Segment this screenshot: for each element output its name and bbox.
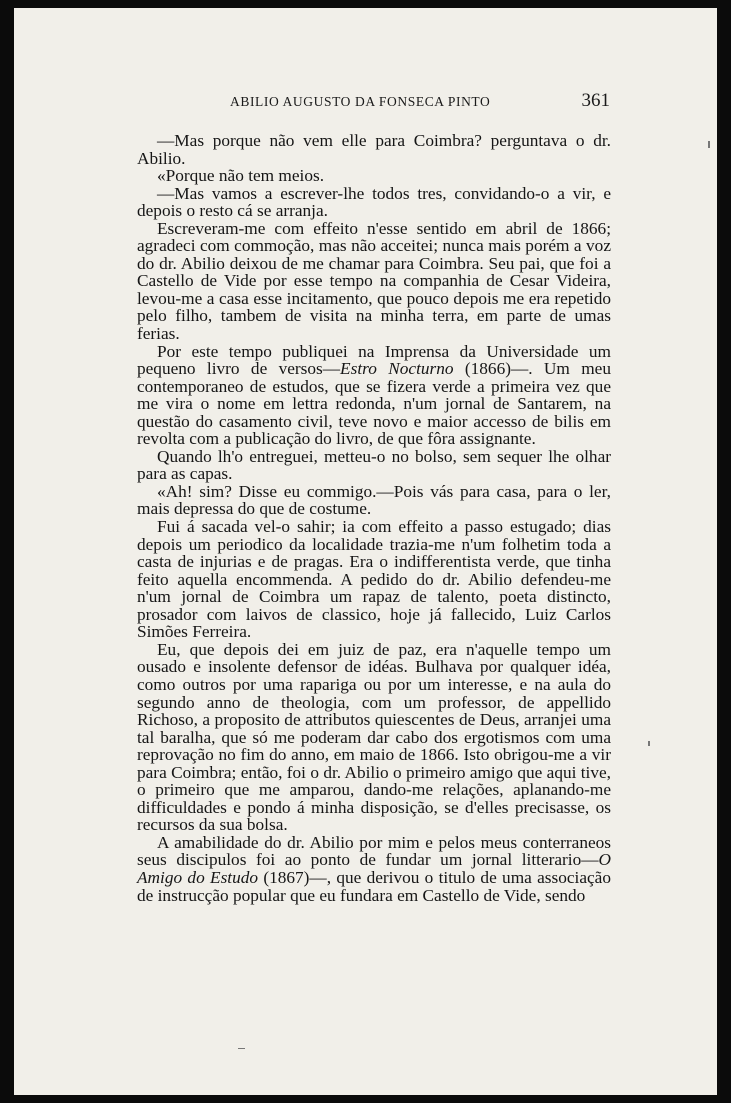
paragraph [137, 448, 611, 483]
margin-speck [648, 741, 650, 746]
text-run: «Ah! sim? Disse eu commigo.—Pois vás para casa, para o ler, mais depressa do que de costume. [137, 481, 611, 519]
paragraph [137, 132, 611, 167]
paragraph [137, 167, 611, 185]
italic-title: O Amigo do Estudo [137, 850, 611, 887]
paragraph [137, 641, 611, 834]
text-run: «Porque não tem meios. [157, 166, 325, 186]
paragraph [137, 220, 611, 343]
paragraph [137, 518, 611, 641]
text-run: Quando lh'o entreguei, metteu-o no bolso, sem sequer lhe olhar para as capas. [137, 446, 611, 484]
text-run: Por este tempo publiquei na Imprensa da Universidade um pequeno livro de versos— [137, 341, 611, 379]
page-number: 361 [581, 90, 610, 111]
paragraph [137, 185, 611, 220]
text-run: Escreveram-me com effeito n'esse sentido em abril de 1866; agradeci com commoção, mas não acceitei; nunca mais porém a voz do dr. Abilio deixou de me chamar para Coimbra. Seu pai, que foi a Castello de Vide por esse tempo na companhia de Cesar Videira, levou-me a casa esse incitamento, que pouco depois me era repetido pelo filho, tambem de visita na minha terra, em parte de umas ferias. [137, 218, 611, 344]
running-title: ABILIO AUGUSTO DA FONSECA PINTO [230, 94, 491, 109]
paragraph [137, 483, 611, 518]
text-run: Eu, que depois dei em juiz de paz, era n'aquelle tempo um ousado e insolente defensor de idéas. Bulhava por qualquer idéa, como outros por uma rapariga ou por um interesse, e na aula do segundo anno de theologia, com um professor, de appellido Richoso, a proposito de attributos quiescentes de Deus, arranjei uma tal baralha, que só me poderam dar cabo dos ergotismos com uma reprovação no fim do anno, em maio de 1866. Isto obrigou-me a vir para Coimbra; então, foi o dr. Abilio o primeiro amigo que aqui tive, o primeiro que me amparou, dando-me relações, aplanando-me difficuldades e pondo á minha disposição, se d'elles precisasse, os recursos da sua bolsa. [137, 639, 611, 835]
body-text [137, 132, 611, 904]
text-run: (1866)—. Um meu contemporaneo de estudos, que se fizera verde a primeira vez que me vira o nome em lettra redonda, n'um jornal de Santarem, na questão do casamento civil, teve novo e maior accesso de bilis em revolta com a publicação do livro, de que fôra assignante. [137, 359, 611, 449]
paragraph [137, 834, 611, 904]
text-run: Fui á sacada vel-o sahir; ia com effeito a passo estugado; dias depois um periodico da localidade trazia-me n'um folhetim toda a casta de injurias e de pragas. Era o indifferentista verde, que tinha feito aquella encommenda. A pedido do dr. Abilio defendeu-me n'um jornal de Coimbra um rapaz de talento, poeta distincto, prosador com laivos de classico, hoje já fallecido, Luiz Carlos Simões Ferreira. [137, 517, 611, 642]
text-run: —Mas porque não vem elle para Coimbra? perguntava o dr. Abilio. [137, 131, 611, 168]
text-run: —Mas vamos a escrever-lhe todos tres, convidando-o a vir, e depois o resto cá se arranja. [137, 183, 611, 221]
text-run: A amabilidade do dr. Abilio por mim e pelos meus conterraneos seus discipulos foi ao ponto de fundar um jornal litterario— [137, 832, 611, 870]
text-run: (1867)—, que derivou o titulo de uma associação de instrucção popular que eu fundara em Castello de Vide, sendo [137, 867, 611, 905]
paragraph [137, 343, 611, 448]
margin-speck [708, 141, 710, 148]
italic-title: Estro Nocturno [340, 359, 454, 379]
margin-speck [238, 1048, 245, 1049]
page-header [230, 92, 620, 114]
